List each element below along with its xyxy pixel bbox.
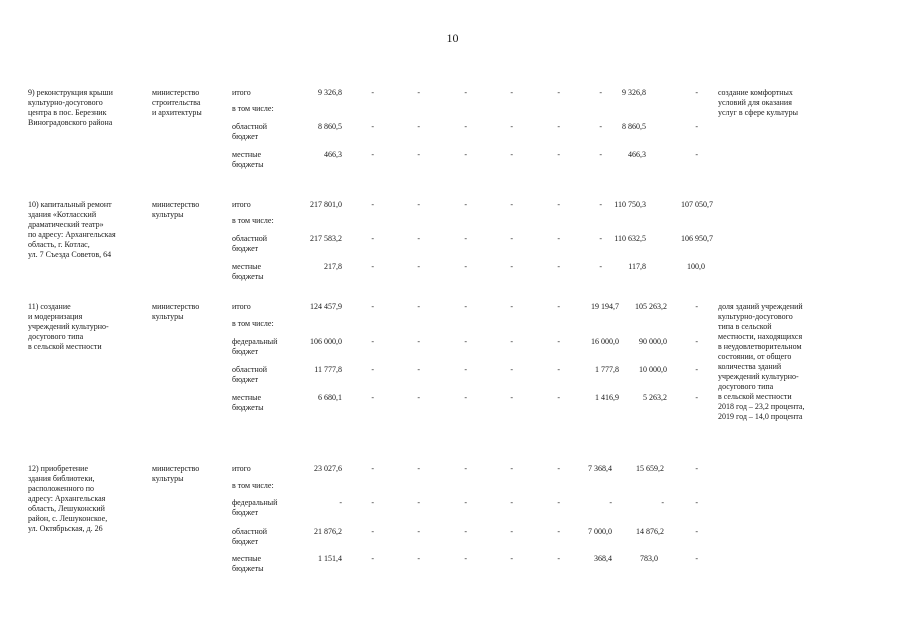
row-label: областной бюджет — [232, 365, 268, 384]
row-label: итого — [232, 464, 251, 473]
row-value: 5 263,2 — [643, 393, 667, 402]
row-value: - — [557, 337, 560, 346]
row-value: - — [371, 150, 374, 159]
row-total: 23 027,6 — [314, 464, 342, 473]
row-value: 368,4 — [594, 554, 612, 563]
row-total: 124 457,9 — [310, 302, 342, 311]
row-label: в том числе: — [232, 216, 274, 225]
row-value: - — [417, 527, 420, 536]
row-value: 110 750,3 — [614, 200, 646, 209]
block-ministry: министерство строительства и архитектуры — [152, 88, 202, 117]
row-label: федеральный бюджет — [232, 337, 278, 356]
row-value: - — [371, 337, 374, 346]
row-value: 783,0 — [640, 554, 658, 563]
row-value: - — [510, 554, 513, 563]
row-value: - — [557, 498, 560, 507]
row-value: - — [609, 498, 612, 507]
funding-row — [0, 234, 905, 254]
row-value: - — [371, 393, 374, 402]
row-value: - — [417, 262, 420, 271]
row-value: - — [557, 393, 560, 402]
row-value: - — [661, 498, 664, 507]
row-value: - — [557, 122, 560, 131]
row-value: - — [464, 234, 467, 243]
row-value: - — [599, 122, 602, 131]
row-value: - — [510, 262, 513, 271]
row-value: 100,0 — [687, 262, 705, 271]
row-label: местные бюджеты — [232, 262, 264, 281]
row-value: - — [371, 365, 374, 374]
row-total: 106 000,0 — [310, 337, 342, 346]
row-total: 217,8 — [324, 262, 342, 271]
row-label: областной бюджет — [232, 234, 268, 253]
row-value: 107 050,7 — [681, 200, 713, 209]
row-value: - — [417, 365, 420, 374]
row-value: - — [510, 302, 513, 311]
row-value: - — [599, 88, 602, 97]
row-value: - — [510, 150, 513, 159]
row-label: федеральный бюджет — [232, 498, 278, 517]
row-label: областной бюджет — [232, 527, 268, 546]
row-total: 466,3 — [324, 150, 342, 159]
row-value: 7 368,4 — [588, 464, 612, 473]
row-value: - — [464, 527, 467, 536]
row-value: - — [464, 464, 467, 473]
row-value: 1 416,9 — [595, 393, 619, 402]
funding-row — [0, 216, 905, 236]
funding-row — [0, 554, 905, 574]
row-value: 15 659,2 — [636, 464, 664, 473]
row-value: - — [510, 365, 513, 374]
row-value: 1 777,8 — [595, 365, 619, 374]
row-value: 110 632,5 — [614, 234, 646, 243]
funding-row — [0, 337, 905, 357]
row-value: - — [371, 122, 374, 131]
block-ministry: министерство культуры — [152, 302, 200, 321]
block-description: 12) приобретение здания библиотеки, расположенного по адресу: Архангельская область, Лешуконский район, с. Лешуконское, ул. Октябрьская, д. 26 — [28, 464, 108, 533]
row-value: - — [417, 337, 420, 346]
row-total: 1 151,4 — [318, 554, 342, 563]
row-value: - — [464, 262, 467, 271]
row-value: 90 000,0 — [639, 337, 667, 346]
block-result: создание комфортных условий для оказания услуг в сфере культуры — [718, 88, 799, 117]
row-value: - — [599, 234, 602, 243]
row-total: 6 680,1 — [318, 393, 342, 402]
row-value: - — [510, 200, 513, 209]
row-label: в том числе: — [232, 319, 274, 328]
row-value: - — [464, 302, 467, 311]
row-value: 106 950,7 — [681, 234, 713, 243]
block-description: 9) реконструкция крыши культурно-досугового центра в пос. Березник Виноградовского района — [28, 88, 113, 127]
row-label: местные бюджеты — [232, 554, 264, 573]
row-value: 105 263,2 — [635, 302, 667, 311]
funding-row — [0, 262, 905, 282]
row-value: - — [417, 150, 420, 159]
row-value: 9 326,8 — [622, 88, 646, 97]
row-value: - — [371, 464, 374, 473]
row-value: - — [417, 302, 420, 311]
row-value: - — [371, 262, 374, 271]
row-value: - — [464, 150, 467, 159]
row-value: - — [695, 498, 698, 507]
row-value: - — [417, 122, 420, 131]
row-value: - — [557, 554, 560, 563]
row-value: - — [464, 200, 467, 209]
funding-row — [0, 150, 905, 170]
row-value: - — [417, 464, 420, 473]
row-value: - — [371, 527, 374, 536]
row-value: - — [695, 393, 698, 402]
row-value: 16 000,0 — [591, 337, 619, 346]
funding-row — [0, 393, 905, 413]
row-value: - — [557, 527, 560, 536]
row-value: - — [464, 365, 467, 374]
row-value: - — [417, 200, 420, 209]
row-total: 9 326,8 — [318, 88, 342, 97]
row-value: - — [371, 200, 374, 209]
row-value: - — [557, 88, 560, 97]
row-value: - — [417, 88, 420, 97]
block-result: доля зданий учреждений культурно-досугового типа в сельской местности, находящихся в неудовлетворительном состоянии, от общего количества зданий учреждений культурно- досугового типа в сельской местности 2018 год – 23,2 процента, 2019 год – 14,0 процента — [718, 302, 805, 421]
row-value: - — [510, 122, 513, 131]
row-total: 21 876,2 — [314, 527, 342, 536]
funding-row — [0, 122, 905, 142]
row-value: - — [510, 498, 513, 507]
row-value: 117,8 — [628, 262, 646, 271]
page-number: 10 — [446, 31, 459, 45]
row-value: - — [599, 262, 602, 271]
row-value: - — [510, 234, 513, 243]
row-value: - — [464, 337, 467, 346]
row-label: итого — [232, 200, 251, 209]
row-label: в том числе: — [232, 104, 274, 113]
row-label: итого — [232, 302, 251, 311]
row-value: - — [695, 150, 698, 159]
row-value: - — [371, 554, 374, 563]
row-value: - — [417, 554, 420, 563]
funding-row — [0, 527, 905, 547]
row-value: - — [510, 88, 513, 97]
row-value: - — [557, 262, 560, 271]
row-value: - — [371, 498, 374, 507]
row-value: - — [695, 527, 698, 536]
funding-row — [0, 319, 905, 339]
row-value: - — [464, 122, 467, 131]
row-total: 217 801,0 — [310, 200, 342, 209]
row-value: 7 000,0 — [588, 527, 612, 536]
row-value: - — [417, 234, 420, 243]
row-value: - — [371, 88, 374, 97]
row-value: - — [695, 554, 698, 563]
row-value: - — [417, 393, 420, 402]
row-value: - — [371, 302, 374, 311]
row-value: - — [695, 88, 698, 97]
row-total: 8 860,5 — [318, 122, 342, 131]
block-ministry: министерство культуры — [152, 200, 200, 219]
row-value: - — [464, 393, 467, 402]
funding-row — [0, 498, 905, 518]
row-value: - — [695, 337, 698, 346]
row-value: 19 194,7 — [591, 302, 619, 311]
row-value: - — [557, 302, 560, 311]
row-value: 14 876,2 — [636, 527, 664, 536]
funding-row — [0, 365, 905, 385]
row-label: итого — [232, 88, 251, 97]
row-value: - — [695, 464, 698, 473]
row-value: - — [557, 150, 560, 159]
row-total: 11 777,8 — [314, 365, 342, 374]
row-label: местные бюджеты — [232, 150, 264, 169]
row-value: 8 860,5 — [622, 122, 646, 131]
row-value: 10 000,0 — [639, 365, 667, 374]
row-value: - — [557, 234, 560, 243]
row-value: - — [510, 337, 513, 346]
row-value: - — [599, 200, 602, 209]
row-value: - — [371, 234, 374, 243]
row-value: - — [464, 498, 467, 507]
row-value: - — [557, 464, 560, 473]
funding-row — [0, 104, 905, 124]
row-total: - — [339, 498, 342, 507]
block-ministry: министерство культуры — [152, 464, 200, 483]
row-value: - — [695, 122, 698, 131]
row-value: - — [695, 365, 698, 374]
row-value: - — [510, 393, 513, 402]
row-value: - — [599, 150, 602, 159]
block-description: 11) создание и модернизация учреждений культурно- досугового типа в сельской местности — [28, 302, 109, 351]
row-label: областной бюджет — [232, 122, 268, 141]
row-value: - — [557, 200, 560, 209]
row-value: - — [695, 302, 698, 311]
row-value: - — [464, 554, 467, 563]
row-value: 466,3 — [628, 150, 646, 159]
row-label: в том числе: — [232, 481, 274, 490]
row-value: - — [510, 464, 513, 473]
block-description: 10) капитальный ремонт здания «Котласский драматический театр» по адресу: Архангельская область, г. Котлас, ул. 7 Съезда Советов, 64 — [28, 200, 116, 259]
row-value: - — [557, 365, 560, 374]
row-value: - — [417, 498, 420, 507]
row-value: - — [464, 88, 467, 97]
row-value: - — [510, 527, 513, 536]
row-total: 217 583,2 — [310, 234, 342, 243]
row-label: местные бюджеты — [232, 393, 264, 412]
